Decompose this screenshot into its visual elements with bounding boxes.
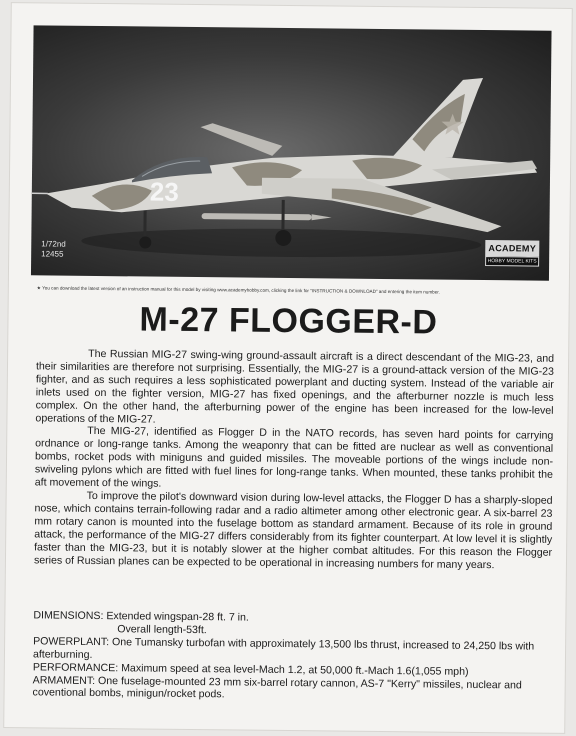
history-text: [34, 347, 554, 572]
specifications: [33, 609, 552, 705]
instruction-sheet: [4, 3, 572, 733]
mig-27-model-illustration: [31, 25, 552, 280]
aircraft-number: 23: [149, 176, 179, 207]
spec-performance: PERFORMANCE: Maximum speed at sea level-Mach 1.2, at 50,000 ft.-Mach 1.6(1,055 mph): [32, 660, 469, 678]
scale-info: [41, 239, 66, 259]
page-title: M-27 FLOGGER-D: [139, 300, 438, 342]
download-note: ★ You can download the latest version of an instruction manual for this model by visiting www.academyhobby.com, clicking the link for "INSTRUCTION & DOWNLOAD" and entering the item number.: [36, 285, 440, 295]
spec-powerplant: POWERPLANT: One Tumansky turbofan with approximately 13,500 lbs thrust, increased to 24,250 lbs with afterburning.: [32, 635, 535, 661]
scale-label: 1/72nd: [41, 239, 66, 249]
academy-logo: [485, 240, 539, 267]
brand-tagline: HOBBY MODEL KITS: [485, 256, 539, 267]
paragraph-3: To improve the pilot's downward vision during low-level attacks, the Flogger D has a sharply-sloped nose, which contains terrain-following radar and a radio altimeter among other electronic gear. A six-barrel 23 mm rotary canon is mounted into the fuselage bottom as standard armament. Because of its role in ground attack, the performance of the MIG-27 differs considerably from its fighter counterpart. At low level it is slightly faster than the MIG-23, but it is notably slower at the higher combat altitudes. For this reason the Flogger series of Russian planes can be expected to be operational in increasing numbers for many years.: [33, 489, 553, 571]
paragraph-1: The Russian MIG-27 swing-wing ground-assault aircraft is a direct descendant of the MIG-23, and their similarities are therefore not surprising. Essentially, the MIG-27 is a ground-attack version of the MIG-23 fighter, and as such requires a less sophisticated powerplant and ducting system. Instead of the variable air inlets used on the fighter version, MIG-27 has fixed openings, and the afterburner nozzle is much less complex. On the other hand, the afterburning power of the engine has been increased for the low-level operations of the MIG-27.: [35, 347, 555, 426]
kit-number: 12455: [41, 249, 64, 259]
paragraph-2: The MIG-27, identified as Flogger D in the NATO records, has seven hard points for carrying ordnance or long-range tanks. Among the weaponry that can be fitted are nuclear as well as conventional bombs, rocket pods with miniguns and guided missiles. The moveable portions of the wings include non-swiveling pylons which are fitted with fuel lines for long-range tanks. When mounted, these tanks prohibit the aft movement of the wings.: [34, 425, 554, 490]
spec-armament: ARMAMENT: One fuselage-mounted 23 mm six-barrel rotary cannon, AS-7 "Kerry" missiles, nuclear and coventional bombs, minigun/rocket pods.: [32, 673, 522, 701]
brand-name: ACADEMY: [485, 240, 539, 257]
spec-dimensions: DIMENSIONS: Extended wingspan-28 ft. 7 in.: [33, 609, 249, 624]
spec-overall-length: Overall length-53ft.: [117, 623, 207, 637]
aircraft-photo: [31, 25, 552, 280]
